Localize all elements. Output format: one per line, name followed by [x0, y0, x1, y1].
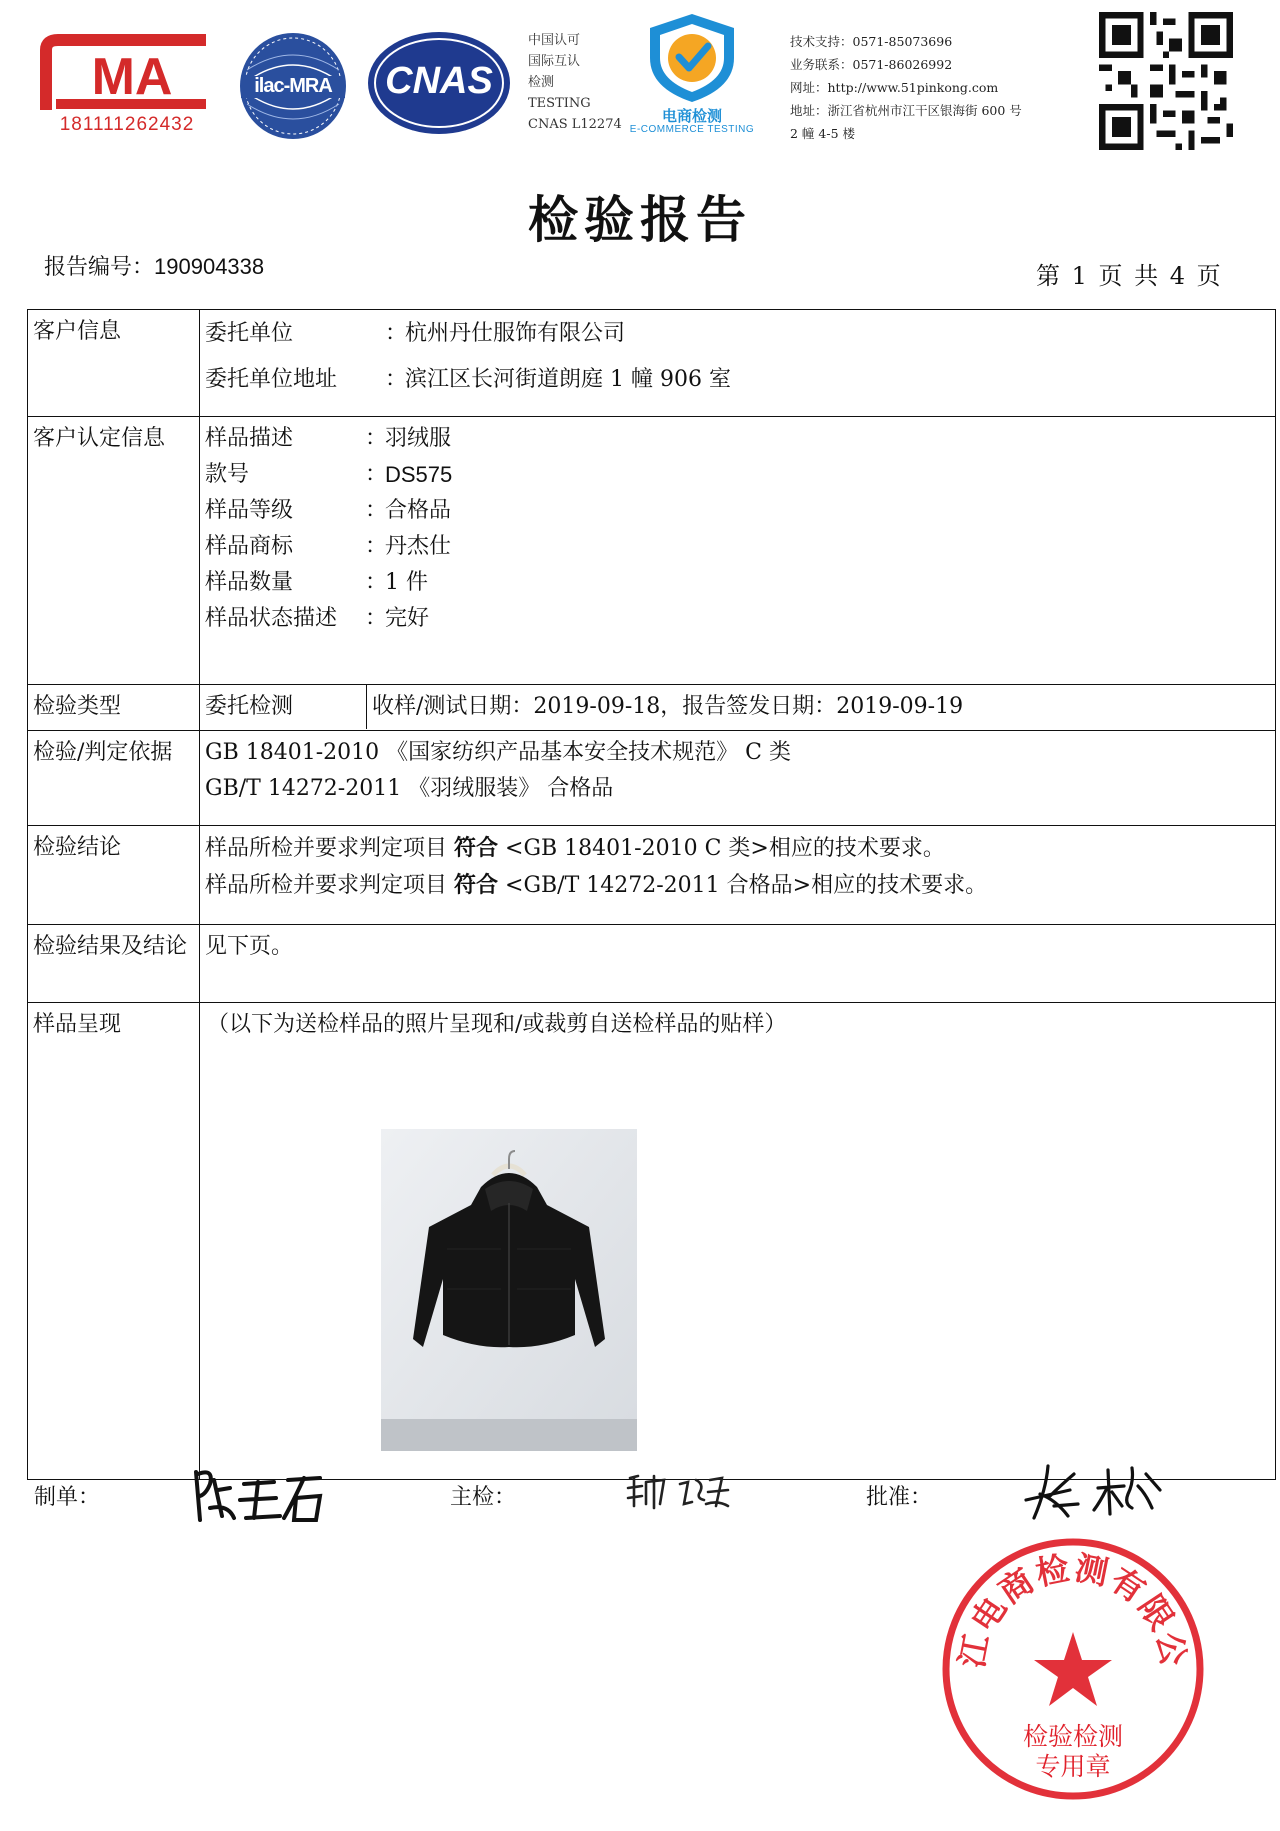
- cnas-info-line: 检测: [528, 75, 555, 90]
- inspection-type-value: 委托检测: [200, 685, 367, 729]
- inspector-label: 主检：: [450, 1485, 517, 1510]
- cnas-info: [528, 30, 622, 135]
- sample-info-cell: [200, 417, 1276, 685]
- prepared-by-label: 制单：: [34, 1485, 101, 1510]
- report-table: [27, 309, 1276, 1480]
- client-address-value: 滨江区长河街道朗庭 1 幢 906 室: [405, 367, 731, 392]
- conclusion-line: [205, 867, 1270, 904]
- sample-field-label: 样品等级: [205, 498, 294, 523]
- client-label: 委托单位: [205, 321, 294, 346]
- results-value: 见下页。: [200, 925, 1276, 1003]
- contact-line: 网址：http://www.51pinkong.com: [790, 80, 999, 95]
- svg-text:MA: MA: [91, 48, 173, 106]
- customer-info-label: 客户信息: [28, 310, 200, 417]
- sample-photo-label: 样品呈现: [28, 1003, 200, 1480]
- cnas-info-line: TESTING: [528, 96, 591, 111]
- conclusion-text: <GB 18401-2010 C 类>相应的技术要求。: [498, 836, 945, 861]
- sample-photo-cell: [200, 1003, 1276, 1480]
- customer-info-cell: [200, 310, 1276, 417]
- company-seal: [940, 1536, 1206, 1802]
- sample-field-label: 款号: [205, 462, 250, 487]
- conclusion-text: 样品所检并要求判定项目: [205, 836, 454, 861]
- basis-label: 检验/判定依据: [28, 731, 200, 826]
- sample-field-value: 丹杰仕: [385, 534, 452, 559]
- sample-field-label: 样品描述: [205, 426, 294, 451]
- cnas-info-line: CNAS L12274: [528, 117, 622, 132]
- report-title: 检验报告: [528, 190, 752, 249]
- sample-field-label: 样品商标: [205, 534, 294, 559]
- inspection-dates: 收样/测试日期：2019-09-18，报告签发日期：2019-09-19: [372, 694, 964, 719]
- seal-company: 江电商检测有限公: [951, 1547, 1195, 1671]
- contact-line: 地址：浙江省杭州市江干区银海街 600 号: [790, 103, 1022, 118]
- ecommerce-subtitle: E-COMMERCE TESTING: [629, 124, 755, 135]
- conclusion-verdict: 符合: [454, 835, 499, 861]
- basis-row: [28, 731, 1276, 826]
- ilac-text: ilac-MRA: [254, 75, 332, 97]
- cnas-info-line: 国际互认: [528, 54, 581, 69]
- ilac-mra-logo: [237, 30, 349, 142]
- cnas-logo: [366, 30, 512, 136]
- basis-cell: [200, 731, 1276, 826]
- sample-field: 样品状态描述 ： 完好: [205, 601, 1270, 637]
- sample-field: 样品数量 ： 1 件: [205, 565, 1270, 601]
- inspector-signature: [624, 1466, 734, 1520]
- ecommerce-testing-logo: [622, 10, 762, 140]
- inspection-type-label: 检验类型: [28, 685, 200, 731]
- seal-line2: 专用章: [1035, 1752, 1111, 1781]
- sample-field-value: 羽绒服: [385, 426, 452, 451]
- sample-photo: [381, 1129, 637, 1451]
- sample-info-row: [28, 417, 1276, 685]
- seal-purpose: [940, 1722, 1206, 1782]
- client-value: 杭州丹仕服饰有限公司: [405, 321, 626, 346]
- conclusion-text: <GB/T 14272-2011 合格品>相应的技术要求。: [498, 873, 988, 898]
- report-number: [44, 250, 264, 281]
- cnas-text: CNAS: [385, 60, 493, 102]
- sample-field: 样品等级 ： 合格品: [205, 493, 1270, 529]
- report-number-value: 190904338: [154, 254, 265, 279]
- seal-line1: 检验检测: [1022, 1722, 1123, 1751]
- approver-label: 批准：: [866, 1485, 933, 1510]
- qr-code-icon: [1099, 12, 1233, 150]
- client-address-row: 委托单位地址 ： 滨江区长河街道朗庭 1 幢 906 室: [205, 362, 1270, 398]
- contact-line: 技术支持：0571-85073696: [790, 34, 953, 49]
- sample-info-label: 客户认定信息: [28, 417, 200, 685]
- client-row: 委托单位 ： 杭州丹仕服饰有限公司: [205, 316, 1270, 352]
- conclusion-text: 样品所检并要求判定项目: [205, 873, 454, 898]
- sample-field-value: 1 件: [385, 570, 428, 595]
- results-row: [28, 925, 1276, 1003]
- sample-photo-caption: （以下为送检样品的照片呈现和/或裁剪自送检样品的贴样）: [207, 1012, 787, 1037]
- sample-field-label: 样品状态描述: [205, 606, 338, 631]
- sample-field: 款号 ： DS575: [205, 457, 1270, 493]
- sample-field-label: 样品数量: [205, 570, 294, 595]
- conclusion-line: [205, 830, 1270, 867]
- cma-logo: [36, 32, 216, 142]
- sample-photo-row: [28, 1003, 1276, 1480]
- conclusion-verdict: 符合: [454, 872, 499, 898]
- report-number-label: 报告编号：: [44, 255, 155, 280]
- conclusion-label: 检验结论: [28, 826, 200, 925]
- sample-field: 样品商标 ： 丹杰仕: [205, 529, 1270, 565]
- sample-field-value: 合格品: [385, 498, 452, 523]
- basis-line: GB 18401-2010 《国家纺织产品基本安全技术规范》 C 类: [205, 740, 791, 765]
- inspection-type-row: [28, 685, 1276, 731]
- contact-info: [790, 30, 1022, 145]
- conclusion-row: [28, 826, 1276, 925]
- sample-field-value: 完好: [385, 606, 430, 631]
- contact-line: 2 幢 4-5 楼: [790, 126, 856, 141]
- inspection-type-cell: [200, 685, 1276, 731]
- prepared-by-signature: [188, 1460, 328, 1534]
- conclusion-cell: [200, 826, 1276, 925]
- contact-line: 业务联系：0571-86026992: [790, 57, 953, 72]
- basis-line: GB/T 14272-2011 《羽绒服装》 合格品: [205, 776, 614, 801]
- sample-field-value: DS575: [385, 462, 453, 487]
- sample-field: 样品描述 ： 羽绒服: [205, 421, 1270, 457]
- ecommerce-title: 电商检测: [661, 108, 722, 125]
- approver-signature: [1020, 1460, 1170, 1534]
- results-label: 检验结果及结论: [28, 925, 200, 1003]
- cma-number: 181111262432: [59, 114, 195, 135]
- cnas-info-line: 中国认可: [528, 33, 581, 48]
- page-indicator: 第 1 页 共 4 页: [1036, 262, 1221, 290]
- client-address-label: 委托单位地址: [205, 367, 338, 392]
- customer-info-row: [28, 310, 1276, 417]
